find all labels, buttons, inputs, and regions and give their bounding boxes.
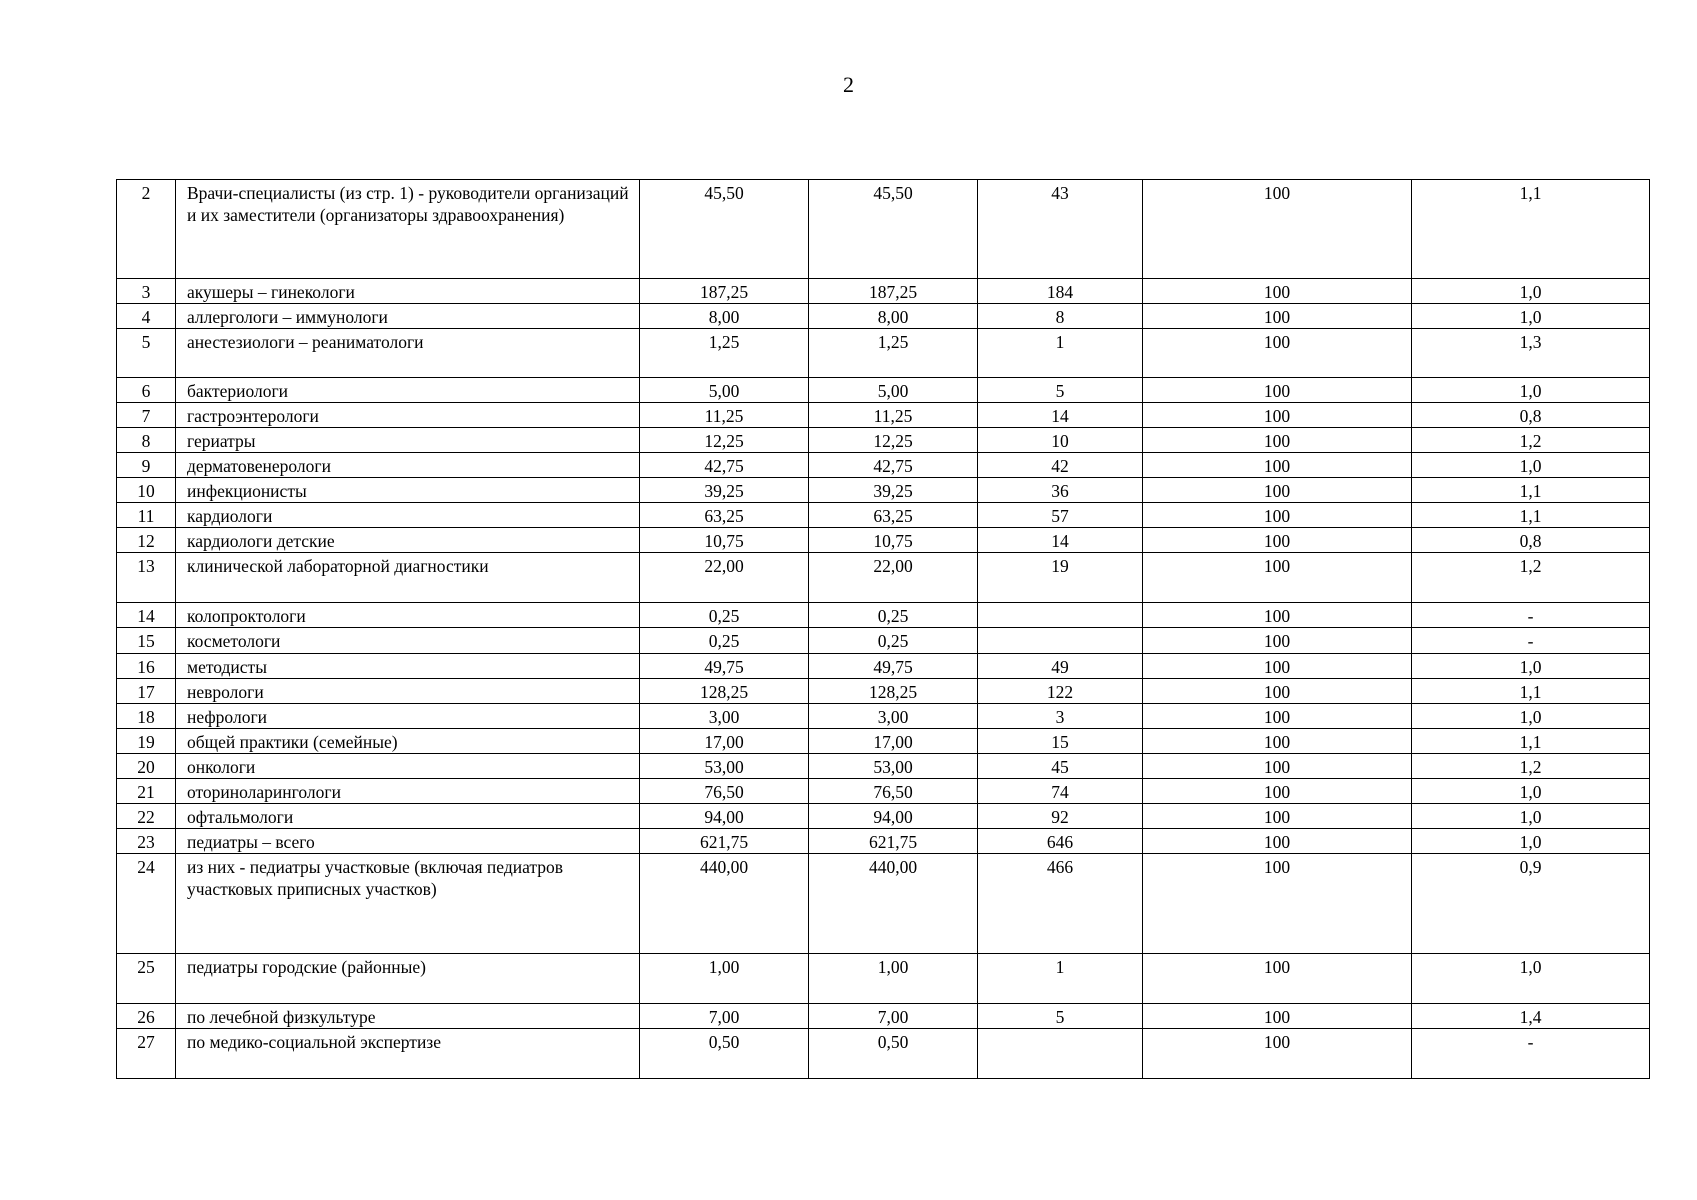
value-cell-1: 10,75 [640,528,809,553]
row-number-cell: 2 [117,180,176,279]
specialty-name-cell: косметологи [176,628,640,654]
row-number-cell: 20 [117,754,176,779]
value-cell-4: 100 [1143,528,1412,553]
row-number-cell: 3 [117,279,176,304]
specialty-name-cell: нефрологи [176,704,640,729]
specialty-name-cell: дерматовенерологи [176,453,640,478]
table-row [117,428,1650,453]
value-cell-4: 100 [1143,654,1412,679]
value-cell-1: 39,25 [640,478,809,503]
table-row [117,804,1650,829]
value-cell-2: 63,25 [809,503,978,528]
page-number: 2 [843,72,854,97]
value-cell-4: 100 [1143,704,1412,729]
table-row [117,403,1650,428]
specialty-name-cell: анестезиологи – реаниматологи [176,329,640,378]
value-cell-5: 1,4 [1412,1004,1650,1029]
value-cell-5: - [1412,603,1650,628]
value-cell-4: 100 [1143,378,1412,403]
value-cell-5: 1,0 [1412,704,1650,729]
value-cell-1: 621,75 [640,829,809,854]
row-number-cell: 17 [117,679,176,704]
row-number-cell: 14 [117,603,176,628]
specialty-name-cell: по лечебной физкультуре [176,1004,640,1029]
row-number-cell: 4 [117,304,176,329]
specialty-name-cell: Врачи-специалисты (из стр. 1) - руководители организаций и их заместители (организаторы здравоохранения) [176,180,640,279]
value-cell-5: 1,0 [1412,804,1650,829]
value-cell-3: 74 [978,779,1143,804]
value-cell-2: 22,00 [809,553,978,603]
table-row [117,553,1650,603]
row-number-cell: 25 [117,954,176,1004]
value-cell-5: 1,0 [1412,829,1650,854]
value-cell-4: 100 [1143,1029,1412,1079]
value-cell-2: 8,00 [809,304,978,329]
specialty-name-cell: педиатры – всего [176,829,640,854]
specialty-name-cell: акушеры – гинекологи [176,279,640,304]
specialty-name-cell: неврологи [176,679,640,704]
value-cell-3: 3 [978,704,1143,729]
value-cell-3: 92 [978,804,1143,829]
value-cell-5: - [1412,1029,1650,1079]
value-cell-4: 100 [1143,428,1412,453]
specialty-name-cell: гериатры [176,428,640,453]
value-cell-5: 1,2 [1412,428,1650,453]
value-cell-5: 1,0 [1412,279,1650,304]
table-row [117,704,1650,729]
value-cell-2: 621,75 [809,829,978,854]
value-cell-1: 187,25 [640,279,809,304]
row-number-cell: 18 [117,704,176,729]
value-cell-3: 14 [978,403,1143,428]
value-cell-4: 100 [1143,729,1412,754]
value-cell-3 [978,1029,1143,1079]
value-cell-2: 3,00 [809,704,978,729]
value-cell-3: 42 [978,453,1143,478]
specialty-name-cell: педиатры городские (районные) [176,954,640,1004]
value-cell-2: 5,00 [809,378,978,403]
value-cell-5: 1,0 [1412,779,1650,804]
value-cell-5: 1,1 [1412,478,1650,503]
value-cell-1: 63,25 [640,503,809,528]
value-cell-4: 100 [1143,679,1412,704]
specialty-name-cell: кардиологи [176,503,640,528]
value-cell-5: 0,8 [1412,403,1650,428]
value-cell-5: - [1412,628,1650,654]
value-cell-3: 57 [978,503,1143,528]
value-cell-2: 0,25 [809,628,978,654]
value-cell-3: 122 [978,679,1143,704]
value-cell-3: 45 [978,754,1143,779]
table-body [117,180,1650,1079]
value-cell-5: 1,0 [1412,304,1650,329]
value-cell-1: 42,75 [640,453,809,478]
value-cell-5: 1,0 [1412,954,1650,1004]
value-cell-5: 1,0 [1412,654,1650,679]
value-cell-1: 53,00 [640,754,809,779]
value-cell-2: 440,00 [809,854,978,954]
value-cell-5: 1,2 [1412,553,1650,603]
table-row [117,478,1650,503]
value-cell-3: 49 [978,654,1143,679]
value-cell-2: 10,75 [809,528,978,553]
value-cell-4: 100 [1143,954,1412,1004]
value-cell-5: 1,0 [1412,453,1650,478]
row-number-cell: 23 [117,829,176,854]
value-cell-3: 43 [978,180,1143,279]
value-cell-5: 1,1 [1412,503,1650,528]
table-row [117,654,1650,679]
value-cell-1: 45,50 [640,180,809,279]
value-cell-3: 19 [978,553,1143,603]
specialty-name-cell: кардиологи детские [176,528,640,553]
value-cell-5: 1,1 [1412,729,1650,754]
row-number-cell: 6 [117,378,176,403]
value-cell-2: 45,50 [809,180,978,279]
value-cell-4: 100 [1143,329,1412,378]
specialty-name-cell: офтальмологи [176,804,640,829]
table-row [117,779,1650,804]
row-number-cell: 26 [117,1004,176,1029]
value-cell-4: 100 [1143,403,1412,428]
table-row [117,1029,1650,1079]
table-row [117,180,1650,279]
row-number-cell: 21 [117,779,176,804]
value-cell-3: 10 [978,428,1143,453]
value-cell-1: 49,75 [640,654,809,679]
specialty-name-cell: инфекционисты [176,478,640,503]
value-cell-5: 1,1 [1412,180,1650,279]
value-cell-3: 1 [978,329,1143,378]
row-number-cell: 24 [117,854,176,954]
specialty-name-cell: гастроэнтерологи [176,403,640,428]
value-cell-4: 100 [1143,553,1412,603]
value-cell-5: 1,3 [1412,329,1650,378]
value-cell-2: 0,50 [809,1029,978,1079]
value-cell-2: 49,75 [809,654,978,679]
value-cell-4: 100 [1143,854,1412,954]
table-row [117,729,1650,754]
value-cell-3: 5 [978,1004,1143,1029]
value-cell-2: 0,25 [809,603,978,628]
value-cell-4: 100 [1143,1004,1412,1029]
value-cell-4: 100 [1143,804,1412,829]
specialty-name-cell: клинической лабораторной диагностики [176,553,640,603]
value-cell-1: 1,25 [640,329,809,378]
value-cell-2: 42,75 [809,453,978,478]
value-cell-2: 11,25 [809,403,978,428]
value-cell-3: 14 [978,528,1143,553]
value-cell-2: 39,25 [809,478,978,503]
value-cell-1: 94,00 [640,804,809,829]
value-cell-2: 7,00 [809,1004,978,1029]
value-cell-1: 0,25 [640,603,809,628]
value-cell-1: 8,00 [640,304,809,329]
value-cell-2: 187,25 [809,279,978,304]
value-cell-1: 11,25 [640,403,809,428]
table-row [117,1004,1650,1029]
row-number-cell: 12 [117,528,176,553]
table-row [117,503,1650,528]
table-row [117,954,1650,1004]
value-cell-3: 646 [978,829,1143,854]
value-cell-4: 100 [1143,279,1412,304]
row-number-cell: 11 [117,503,176,528]
table-row [117,754,1650,779]
row-number-cell: 9 [117,453,176,478]
value-cell-1: 17,00 [640,729,809,754]
value-cell-3: 5 [978,378,1143,403]
value-cell-5: 0,9 [1412,854,1650,954]
value-cell-1: 12,25 [640,428,809,453]
value-cell-1: 0,25 [640,628,809,654]
specialty-name-cell: из них - педиатры участковые (включая педиатров участковых приписных участков) [176,854,640,954]
row-number-cell: 16 [117,654,176,679]
staffing-table [116,179,1650,1079]
value-cell-2: 76,50 [809,779,978,804]
value-cell-1: 3,00 [640,704,809,729]
value-cell-5: 0,8 [1412,528,1650,553]
row-number-cell: 13 [117,553,176,603]
table-row [117,829,1650,854]
value-cell-1: 1,00 [640,954,809,1004]
table-row [117,304,1650,329]
value-cell-3: 1 [978,954,1143,1004]
value-cell-4: 100 [1143,453,1412,478]
value-cell-4: 100 [1143,304,1412,329]
value-cell-2: 1,00 [809,954,978,1004]
value-cell-4: 100 [1143,180,1412,279]
specialty-name-cell: онкологи [176,754,640,779]
value-cell-1: 5,00 [640,378,809,403]
row-number-cell: 22 [117,804,176,829]
row-number-cell: 10 [117,478,176,503]
value-cell-3: 8 [978,304,1143,329]
value-cell-1: 22,00 [640,553,809,603]
value-cell-4: 100 [1143,603,1412,628]
specialty-name-cell: общей практики (семейные) [176,729,640,754]
table-row [117,329,1650,378]
value-cell-3 [978,628,1143,654]
specialty-name-cell: по медико-социальной экспертизе [176,1029,640,1079]
value-cell-1: 76,50 [640,779,809,804]
value-cell-4: 100 [1143,478,1412,503]
value-cell-5: 1,0 [1412,378,1650,403]
table-row [117,679,1650,704]
value-cell-1: 7,00 [640,1004,809,1029]
value-cell-4: 100 [1143,779,1412,804]
value-cell-2: 128,25 [809,679,978,704]
value-cell-4: 100 [1143,754,1412,779]
specialty-name-cell: оториноларингологи [176,779,640,804]
table-row [117,279,1650,304]
row-number-cell: 7 [117,403,176,428]
row-number-cell: 27 [117,1029,176,1079]
value-cell-2: 94,00 [809,804,978,829]
value-cell-5: 1,2 [1412,754,1650,779]
table-row [117,453,1650,478]
value-cell-5: 1,1 [1412,679,1650,704]
value-cell-3 [978,603,1143,628]
value-cell-2: 1,25 [809,329,978,378]
value-cell-1: 0,50 [640,1029,809,1079]
value-cell-3: 15 [978,729,1143,754]
value-cell-1: 128,25 [640,679,809,704]
value-cell-1: 440,00 [640,854,809,954]
value-cell-2: 12,25 [809,428,978,453]
specialty-name-cell: методисты [176,654,640,679]
table-row [117,628,1650,654]
value-cell-4: 100 [1143,628,1412,654]
value-cell-3: 466 [978,854,1143,954]
table-row [117,603,1650,628]
value-cell-3: 184 [978,279,1143,304]
value-cell-2: 17,00 [809,729,978,754]
specialty-name-cell: аллергологи – иммунологи [176,304,640,329]
row-number-cell: 15 [117,628,176,654]
value-cell-4: 100 [1143,829,1412,854]
value-cell-2: 53,00 [809,754,978,779]
row-number-cell: 8 [117,428,176,453]
value-cell-3: 36 [978,478,1143,503]
specialty-name-cell: колопроктологи [176,603,640,628]
value-cell-4: 100 [1143,503,1412,528]
table-row [117,528,1650,553]
specialty-name-cell: бактериологи [176,378,640,403]
table-row [117,378,1650,403]
table-row [117,854,1650,954]
row-number-cell: 5 [117,329,176,378]
row-number-cell: 19 [117,729,176,754]
